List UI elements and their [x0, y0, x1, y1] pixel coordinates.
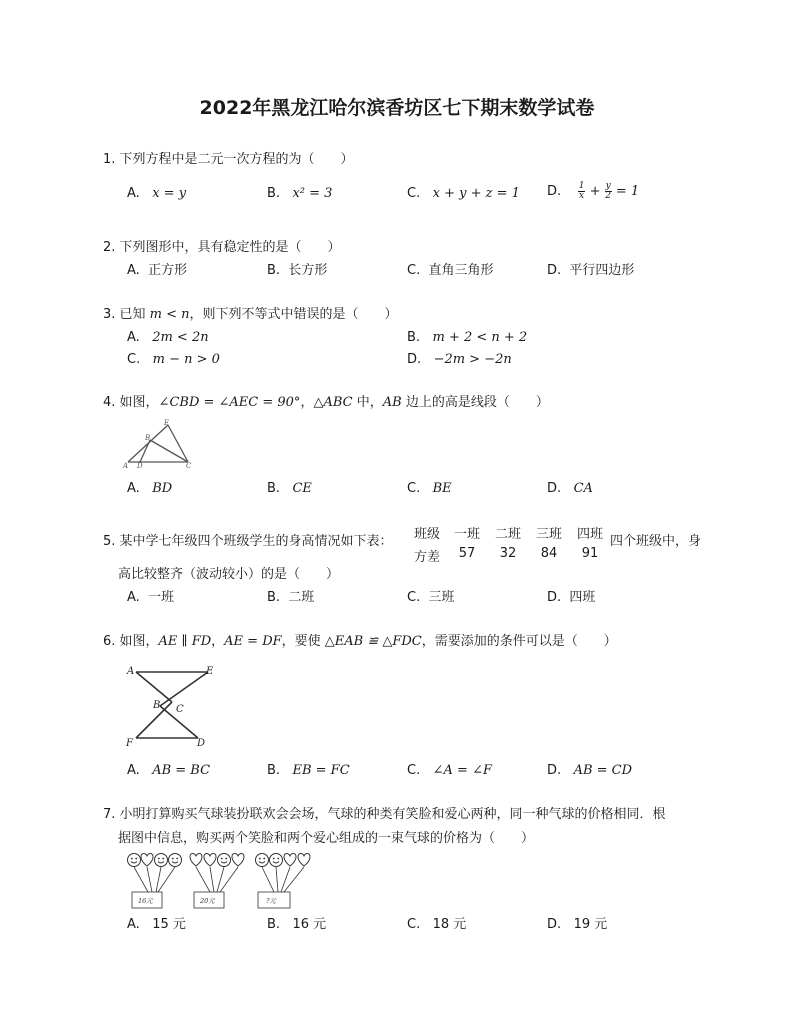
option-text: AB = BC [152, 763, 211, 778]
label-a: A [127, 666, 135, 677]
option-label: D. [547, 263, 562, 278]
question-2-stem: 2. 下列图形中，具有稳定性的是（ ） [103, 240, 341, 255]
option-text: BE [432, 481, 452, 496]
price-box-2: 20元 [200, 897, 215, 905]
option-text: 正方形 [148, 263, 188, 278]
option-label: A. [127, 763, 140, 778]
q7-option-b[interactable] [267, 917, 326, 933]
option-label: C. [407, 186, 421, 201]
q5-option-b[interactable] [267, 590, 314, 606]
stem-text: ， [300, 395, 314, 410]
option-text: 15 元 [152, 917, 186, 932]
option-label: A. [127, 917, 140, 932]
q2-option-d[interactable] [547, 263, 634, 279]
q2-option-c[interactable] [407, 263, 494, 279]
option-text: x + y + z = 1 [432, 186, 520, 201]
option-label: B. [267, 186, 281, 201]
option-label: A. [127, 186, 140, 201]
q4-option-a[interactable] [127, 481, 172, 497]
question-6-stem [103, 634, 617, 650]
q5-option-a[interactable] [127, 590, 174, 606]
option-label: D. [547, 481, 562, 496]
price-box-1: 16元 [138, 897, 153, 905]
q6-option-c[interactable] [407, 763, 492, 779]
label-f: F [126, 738, 133, 749]
page-title: 2022年黑龙江哈尔滨香坊区七下期末数学试卷 [199, 97, 595, 119]
table-row-variance-label: 方差 [413, 550, 440, 565]
label-e: E [164, 419, 170, 427]
q7-option-a[interactable] [127, 917, 186, 933]
q5-option-d[interactable] [547, 590, 595, 606]
question-7-stem-line2: 据图中信息，购买两个笑脸和两个爱心组成的一束气球的价格为（ ） [118, 831, 535, 846]
option-text: 三班 [428, 590, 455, 605]
q6-option-d[interactable] [547, 763, 632, 779]
label-b: B [145, 434, 151, 442]
equals-one: = 1 [615, 184, 640, 199]
balloon-figure-q7 [124, 850, 314, 914]
option-text: EB = FC [292, 763, 350, 778]
stem-math: AE = DF [224, 634, 282, 649]
q1-option-c[interactable] [407, 186, 520, 202]
table-header-class1: 一班 [453, 527, 480, 542]
stem-math: AB [382, 395, 402, 410]
z-figure-q6 [124, 662, 220, 750]
q2-option-b[interactable] [267, 263, 327, 279]
option-label: B. [267, 590, 281, 605]
table-header-class3: 三班 [535, 527, 562, 542]
option-label: B. [407, 330, 421, 345]
option-label: C. [407, 263, 421, 278]
option-label: A. [127, 330, 140, 345]
question-5-stem-line2: 高比较整齐（波动较小）的是（ ） [118, 567, 340, 582]
table-header-class2: 二班 [494, 527, 521, 542]
q4-option-b[interactable] [267, 481, 312, 497]
label-c: C [176, 704, 184, 715]
option-text: BD [152, 481, 173, 496]
stem-math: m < n [149, 307, 190, 322]
q4-option-d[interactable] [547, 481, 593, 497]
option-text: CE [292, 481, 312, 496]
question-7-stem-line1: 7. 小明打算购买气球装扮联欢会会场，气球的种类有笑脸和爱心两种，同一种气球的价格相同．根 [103, 807, 666, 822]
option-label: D. [547, 763, 562, 778]
question-3-stem [103, 307, 398, 323]
option-text: x = y [152, 186, 187, 201]
q2-option-a[interactable] [127, 263, 187, 279]
label-e: E [206, 666, 214, 677]
option-text: −2m > −2n [433, 352, 512, 367]
q4-option-c[interactable] [407, 481, 452, 497]
option-label: C. [127, 352, 141, 367]
option-label: C. [407, 590, 421, 605]
table-header-class: 班级 [413, 527, 440, 542]
table-cell-84: 84 [540, 546, 558, 561]
option-label: B. [267, 263, 281, 278]
stem-text: 6. 如图， [103, 634, 159, 649]
q3-option-b[interactable] [407, 330, 527, 346]
label-d: D [137, 462, 143, 470]
option-label: B. [267, 481, 281, 496]
stem-text: 边上的高是线段（ ） [401, 395, 549, 410]
plus-sign: + [589, 184, 601, 199]
triangle-figure-q4 [120, 418, 200, 472]
table-cell-32: 32 [499, 546, 517, 561]
option-text: 平行四边形 [569, 263, 635, 278]
stem-math: △ABC [313, 395, 353, 410]
q3-option-c[interactable] [127, 352, 220, 368]
option-label: A. [127, 263, 140, 278]
option-text: 直角三角形 [428, 263, 494, 278]
option-text: 二班 [288, 590, 315, 605]
option-text: ∠A = ∠F [432, 763, 492, 778]
q6-option-b[interactable] [267, 763, 350, 779]
option-label: D. [547, 917, 562, 932]
option-text: m − n > 0 [152, 352, 220, 367]
option-text: 四班 [569, 590, 596, 605]
option-label: D. [407, 352, 422, 367]
price-box-3: ?元 [266, 897, 276, 905]
option-text: 长方形 [288, 263, 328, 278]
balloon-group-3 [256, 853, 311, 908]
q7-option-d[interactable] [547, 917, 607, 933]
option-label: D. [547, 590, 562, 605]
option-label: A. [127, 590, 140, 605]
stem-text: ，则下列不等式中错误的是（ ） [189, 307, 398, 322]
question-1-stem: 1. 下列方程中是二元一次方程的为（ ） [103, 152, 354, 167]
option-label: C. [407, 481, 421, 496]
stem-text: 中， [352, 395, 383, 410]
option-text: CA [573, 481, 593, 496]
option-text: 19 元 [573, 917, 608, 932]
option-label: C. [407, 917, 421, 932]
q1-option-d[interactable] [547, 182, 639, 201]
stem-math: ∠CBD = ∠AEC = 90° [158, 395, 301, 410]
label-a: A [123, 462, 129, 470]
question-5-stem-line1: 5. 某中学七年级四个班级学生的身高情况如下表： [103, 534, 393, 549]
table-header-class4: 四班 [576, 527, 603, 542]
option-text: x² = 3 [292, 186, 333, 201]
q1-option-a[interactable] [127, 186, 186, 202]
label-d: D [197, 738, 206, 749]
q6-option-a[interactable] [127, 763, 210, 779]
balloon-group-1 [128, 853, 182, 908]
table-cell-91: 91 [581, 546, 599, 561]
q7-option-c[interactable] [407, 917, 466, 933]
stem-text: 4. 如图， [103, 395, 159, 410]
option-label: B. [267, 763, 281, 778]
balloon-group-2 [190, 853, 244, 908]
option-text: 16 元 [292, 917, 327, 932]
stem-text: ，需要添加的条件可以是（ ） [421, 634, 617, 649]
stem-text: 3. 已知 [103, 307, 150, 322]
stem-text: ，要使 [281, 634, 325, 649]
option-text: AB = CD [573, 763, 633, 778]
q3-option-d[interactable] [407, 352, 512, 368]
stem-math: AE ∥ FD [158, 634, 212, 649]
option-text: 一班 [148, 590, 175, 605]
option-text: 2m < 2n [152, 330, 209, 345]
table-cell-57: 57 [458, 546, 476, 561]
stem-math: △EAB ≌ △FDC [324, 634, 422, 649]
option-label: C. [407, 763, 421, 778]
stem-text: ， [211, 634, 225, 649]
option-label: A. [127, 481, 140, 496]
option-label: D. [547, 184, 562, 199]
q3-option-a[interactable] [127, 330, 209, 346]
label-b: B [153, 700, 161, 711]
option-text: 18 元 [432, 917, 467, 932]
q5-option-c[interactable] [407, 590, 455, 606]
q1-option-b[interactable] [267, 186, 332, 202]
fraction-y-over-2: $\frac{y}{2}$ [605, 181, 612, 201]
option-label: B. [267, 917, 281, 932]
label-c: C [186, 462, 192, 470]
question-5-stem-tail: 四个班级中，身 [610, 534, 702, 549]
fraction-1-over-x: $\frac{1}{x}$ [578, 181, 585, 201]
option-text: m + 2 < n + 2 [432, 330, 528, 345]
question-4-stem [103, 395, 549, 411]
